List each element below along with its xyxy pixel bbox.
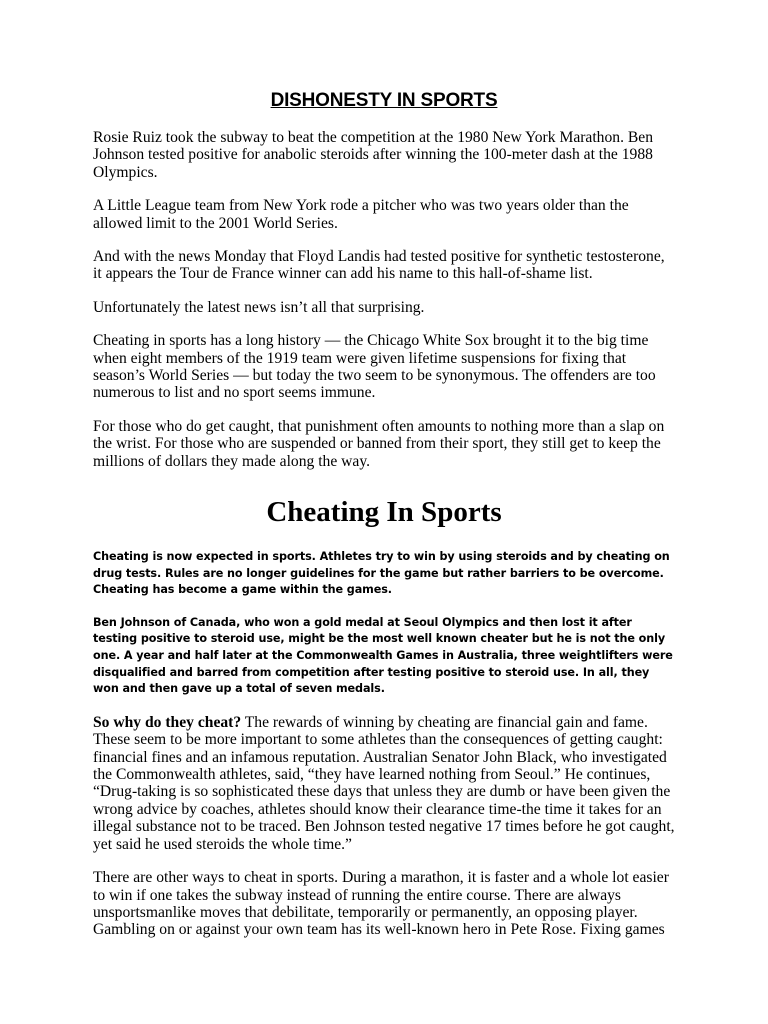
section-paragraph: Cheating is now expected in sports. Athletes try to win by using steroids and by cheating on drug tests. Rules are no longer guidelines for the game but rather barriers to be overcome. Cheating has become a game within the games.	[93, 550, 670, 597]
intro-paragraph: Cheating in sports has a long history — the Chicago White Sox brought it to the big time when eight members of the 1919 team were given lifetime suspensions for fixing that season’s World Series — but today the two seem to be synonymous. The offenders are too numerous to list and no sport seems immune.	[93, 332, 656, 402]
final-paragraph: There are other ways to cheat in sports. During a marathon, it is faster and a whole lot easier to win if one takes the subway instead of running the entire course. There are always unsportsmanlike moves that debilitate, temporarily or permanently, an opposing player. Gambling on or against your own team has its well-known hero in Pete Rose. Fixing games	[93, 869, 669, 939]
intro-paragraph: A Little League team from New York rode a pitcher who was two years older than the allowed limit to the 2001 World Series.	[93, 197, 629, 232]
document-page	[93, 90, 675, 955]
section-heading: Cheating In Sports	[266, 496, 502, 529]
section-paragraph: Ben Johnson of Canada, who won a gold medal at Seoul Olympics and then lost it after testing positive to steroid use, might be the most well known cheater but he is not the only one. A year and half later at the Commonwealth Games in Australia, three weightlifters were disqualified and barred from competition after testing positive to steroid use. In all, they won and then gave up a total of seven medals.	[93, 615, 673, 696]
intro-paragraph: Unfortunately the latest news isn’t all that surprising.	[93, 298, 425, 316]
page-title: DISHONESTY IN SPORTS	[270, 90, 498, 111]
intro-paragraph: For those who do get caught, that punishment often amounts to nothing more than a slap on the wrist. For those who are suspended or banned from their sport, they still get to keep the millions of dollars they made along the way.	[93, 417, 665, 470]
why-cheat-lead: So why do they cheat?	[93, 713, 242, 731]
intro-paragraph: And with the news Monday that Floyd Landis had tested positive for synthetic testosterone, it appears the Tour de France winner can add his name to this hall-of-shame list.	[93, 248, 665, 283]
intro-paragraph: Rosie Ruiz took the subway to beat the competition at the 1980 New York Marathon. Ben Johnson tested positive for anabolic steroids after winning the 100-meter dash at the 1988 Olympics.	[93, 129, 653, 181]
why-cheat-text: The rewards of winning by cheating are financial gain and fame. These seem to be more important to some athletes than the consequences of getting caught: financial fines and an infamous reputation. Australian Senator John Black, who investigated the Commonwealth athletes, said, “they have learned nothing from Seoul.” He continues, “Drug-taking is so sophisticated these days that unless they are dumb or have been given the wrong advice by coaches, athletes should know their clearance time-the time it takes for an illegal substance not to be traced. Ben Johnson tested negative 17 times before he got caught, yet said he used steroids the whole time.”	[93, 713, 675, 853]
why-cheat-paragraph	[93, 714, 675, 853]
